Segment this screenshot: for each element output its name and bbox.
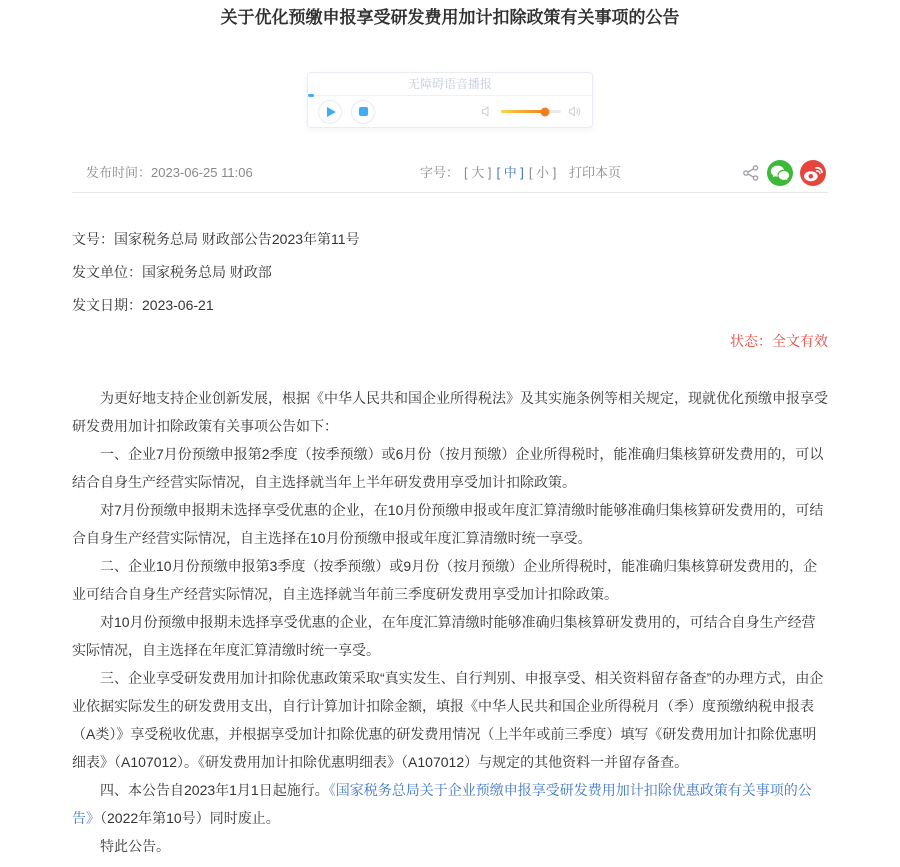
volume-slider[interactable] bbox=[501, 110, 561, 113]
volume-control bbox=[481, 105, 582, 118]
fontsize-button[interactable]: [ 中 ] bbox=[496, 165, 524, 180]
audio-player-header bbox=[308, 73, 592, 96]
article-body bbox=[72, 384, 828, 860]
fontsize-control bbox=[420, 163, 556, 183]
issuer-row bbox=[72, 265, 828, 279]
paragraph-text: 为更好地支持企业创新发展，根据《中华人民共和国企业所得税法》及其实施条例等相关规定，现就优化预缴申报享受研发费用加计扣除政策有关事项公告如下： bbox=[72, 390, 828, 434]
fontsize-label: 字号： bbox=[420, 165, 460, 180]
paragraph bbox=[72, 552, 828, 608]
inline-link[interactable]: 《国家税务总局关于企业预缴申报享受研发费用加计扣除优惠政策有关事项的公告》 bbox=[72, 782, 812, 826]
audio-player-controls bbox=[308, 96, 592, 127]
weibo-share-button[interactable] bbox=[800, 160, 826, 186]
paragraph-text: （2022年第10号）同时废止。 bbox=[100, 810, 280, 826]
play-button[interactable] bbox=[318, 100, 342, 124]
paragraph bbox=[72, 496, 828, 552]
toolbar bbox=[72, 159, 828, 193]
stop-icon bbox=[359, 107, 368, 116]
paragraph-text: 对7月份预缴申报期未选择享受优惠的企业，在10月份预缴申报或年度汇算清缴时能够准确归集核算研发费用的，可结合自身生产经营实际情况，自主选择在10月份预缴申报或年度汇算清缴时统一享受。 bbox=[72, 502, 824, 546]
issue-date-label: 发文日期： bbox=[72, 297, 142, 313]
fontsize-button[interactable]: [ 大 ] bbox=[464, 165, 492, 180]
wechat-icon bbox=[767, 160, 793, 186]
paragraph bbox=[72, 440, 828, 496]
paragraph-text: 特此公告。 bbox=[100, 838, 170, 854]
issue-date-row bbox=[72, 298, 828, 312]
play-icon bbox=[327, 107, 336, 117]
paragraph bbox=[72, 608, 828, 664]
article-content bbox=[72, 232, 828, 860]
wechat-share-button[interactable] bbox=[767, 160, 793, 186]
paragraph-text: 一、企业7月份预缴申报第2季度（按季预缴）或6月份（按月预缴）企业所得税时，能准确归集核算研发费用的，可以结合自身生产经营实际情况，自主选择就当年上半年研发费用享受加计扣除政策。 bbox=[72, 446, 824, 490]
doc-number-value: 国家税务总局 财政部公告2023年第11号 bbox=[114, 231, 360, 247]
share-buttons bbox=[742, 160, 826, 186]
paragraph-text: 对10月份预缴申报期未选择享受优惠的企业，在年度汇算清缴时能够准确归集核算研发费用的，可结合自身生产经营实际情况，自主选择在年度汇算清缴时统一享受。 bbox=[72, 614, 816, 658]
fontsize-button[interactable]: [ 小 ] bbox=[528, 165, 557, 180]
status-badge: 全文有效 bbox=[772, 333, 828, 349]
doc-number-row bbox=[72, 232, 828, 246]
volume-loud-icon bbox=[568, 105, 582, 118]
audio-player bbox=[307, 72, 593, 128]
status-label: 状态： bbox=[730, 333, 772, 349]
volume-low-icon bbox=[481, 105, 494, 118]
publish-time bbox=[86, 163, 253, 183]
issue-date-value: 2023-06-21 bbox=[142, 297, 214, 313]
volume-fill bbox=[501, 110, 545, 113]
issuer-value: 国家税务总局 财政部 bbox=[142, 264, 272, 280]
paragraph bbox=[72, 832, 828, 860]
paragraph-text: 三、企业享受研发费用加计扣除优惠政策采取“真实发生、自行判别、申报享受、相关资料留存备查”的办理方式，由企业依据实际发生的研发费用支出，自行计算加计扣除金额，填报《中华人民共和国企业所得税月（季）度预缴纳税申报表（A类）》享受税收优惠，并根据享受加计扣除优惠的研发费用情况（上半年或前三季度）填写《研发费用加计扣除优惠明细表》（A107012）。《研发费用加计扣除优惠明细表》（A107012）与规定的其他资料一并留存备查。 bbox=[72, 670, 824, 770]
paragraph bbox=[72, 664, 828, 776]
publish-time-value: 2023-06-25 11:06 bbox=[151, 165, 253, 180]
page-title: 关于优化预缴申报享受研发费用加计扣除政策有关事项的公告 bbox=[220, 8, 680, 27]
weibo-icon bbox=[800, 160, 826, 186]
audio-progress-bar bbox=[308, 94, 314, 97]
fontsize-buttons bbox=[459, 165, 556, 180]
stop-button[interactable] bbox=[351, 100, 375, 124]
paragraph-text: 四、本公告自2023年1月1日起施行。 bbox=[100, 782, 329, 798]
doc-number-label: 文号： bbox=[72, 231, 114, 247]
issuer-label: 发文单位： bbox=[72, 264, 142, 280]
paragraph bbox=[72, 776, 828, 832]
paragraph bbox=[72, 384, 828, 440]
audio-player-label: 无障碍语音播报 bbox=[407, 77, 492, 91]
publish-time-label: 发布时间： bbox=[86, 165, 152, 180]
share-icon[interactable] bbox=[742, 164, 760, 182]
status-line bbox=[72, 334, 828, 348]
paragraph-text: 二、企业10月份预缴申报第3季度（按季预缴）或9月份（按月预缴）企业所得税时，能准确归集核算研发费用的，企业可结合自身生产经营实际情况，自主选择就当年前三季度研发费用享受加计扣除政策。 bbox=[72, 558, 818, 602]
print-button[interactable]: 打印本页 bbox=[569, 165, 622, 180]
volume-knob[interactable] bbox=[540, 107, 549, 116]
